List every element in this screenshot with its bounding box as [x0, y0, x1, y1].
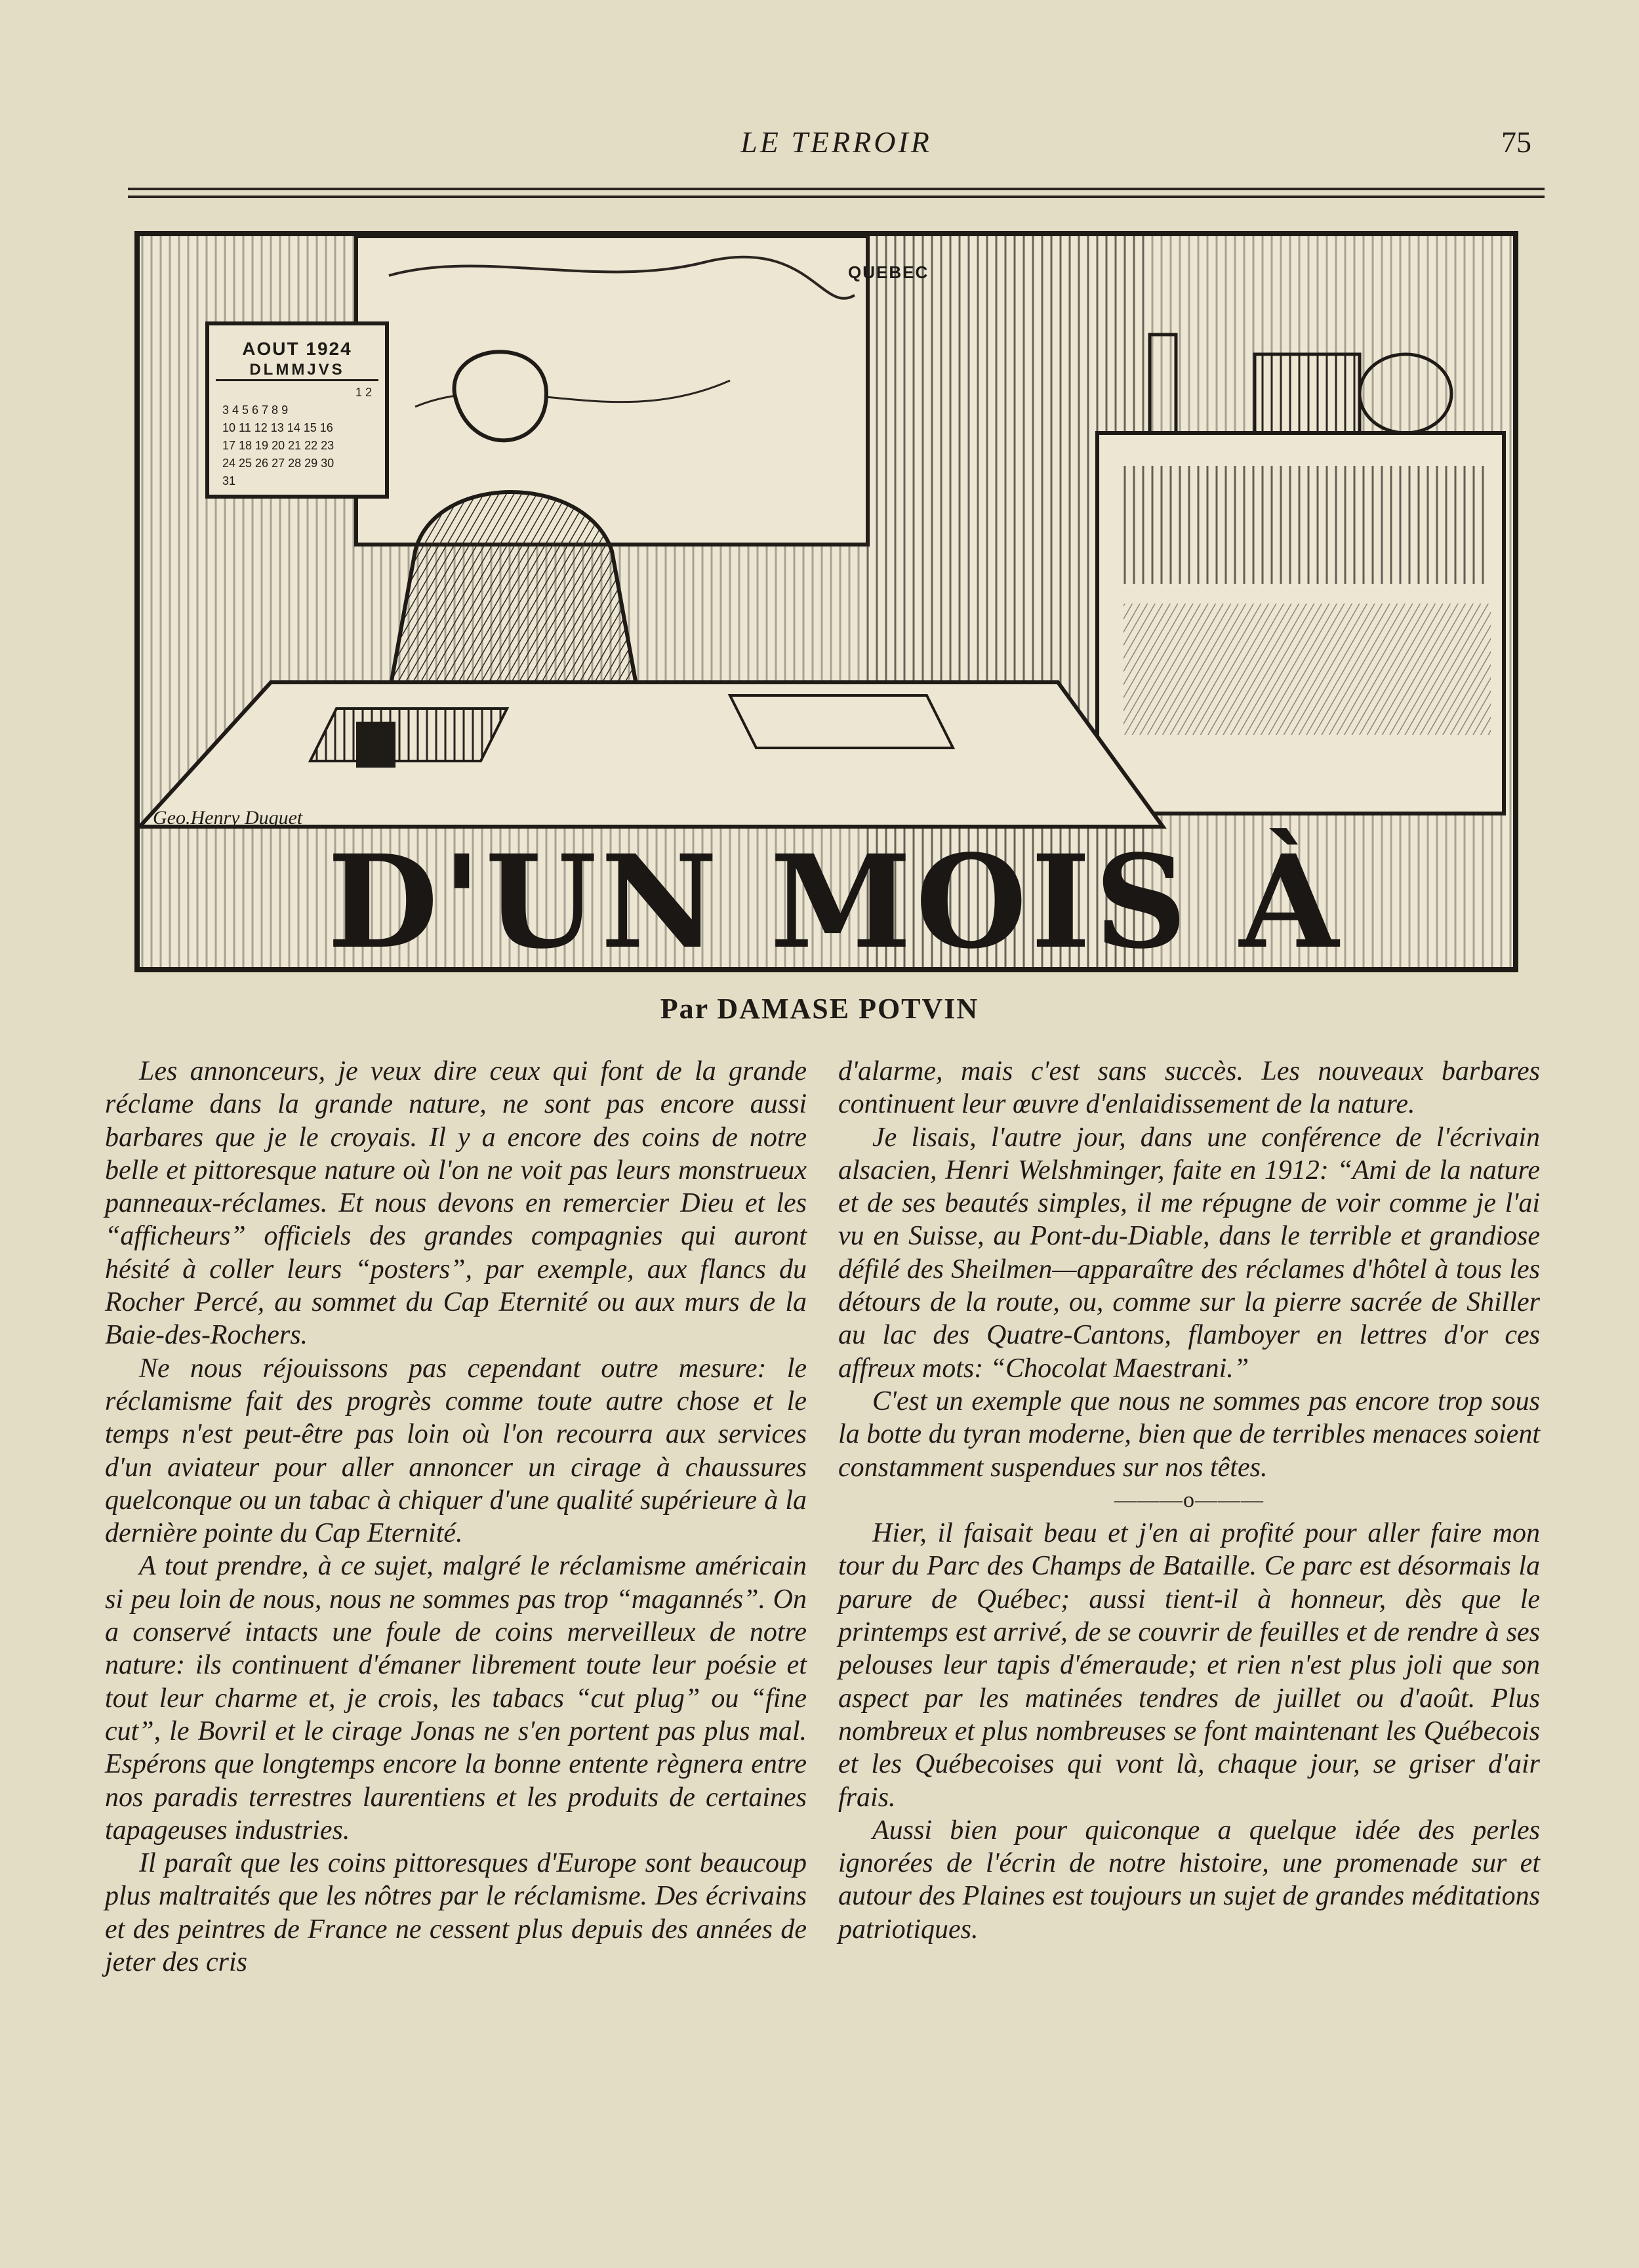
calendar-dates: [209, 384, 385, 490]
paragraph: Il paraît que les coins pittoresques d'Europe sont beaucoup plus maltraités que les nôtres par le réclamisme. Des écrivains et des peintres de France ne cessent plus depuis des années de jeter des cris: [105, 1848, 807, 1978]
paragraph: A tout prendre, à ce sujet, malgré le réclamisme américain si peu loin de nous, nous ne sommes pas trop “magannés”. On a conservé intacts une foule de coins merveilleux de notre nature: ils continuent d'émaner librement toute leur poésie et tout leur charme et, je crois, les tabacs “cut plug” ou “fine cut”, le Bovril et le cirage Jonas ne s'en portent pas plus mal. Espérons que longtemps encore la bonne entente règnera entre nos paradis terrestres laurentiens et les produits de certaines tapageuses industries.: [105, 1551, 807, 1845]
paragraph: C'est un exemple que nous ne sommes pas encore trop sous la botte du tyran moderne, bien que de terribles menaces soient constamment suspendues sur nos têtes.: [838, 1386, 1540, 1483]
map-label: QUEBEC: [848, 262, 929, 282]
page-header: [128, 125, 1545, 177]
calendar-weekdays: DLMMJVS: [216, 361, 378, 381]
left-column: [105, 1055, 807, 1979]
paragraph: Je lisais, l'autre jour, dans une conférence de l'écrivain alsacien, Henri Welshminger, faite en 1912: “Ami de la nature et de ses beautés simples, il me répugne de voir comme je l'ai vu en Suisse, au Pont-du-Diable, dans le terrible et grandiose défilé des Sheilmen—apparaître des réclames d'hôtel à tous les détours de la route, ou, comme sur la pierre sacrée de Shiller au lac des Quatre-Cantons, flamboyer en lettres d'or ces affreux mots: “Chocolat Maestrani.”: [838, 1122, 1540, 1384]
wall-calendar: [205, 321, 389, 499]
calendar-row: 31: [222, 474, 236, 487]
calendar-month: AOUT 1924: [242, 339, 352, 359]
running-title: LE TERROIR: [740, 125, 932, 159]
paragraph: Les annonceurs, je veux dire ceux qui font de la grande réclame dans la grande nature, ne sont pas encore aussi barbares que je le croyais. Il y a encore des coins de notre belle et pittoresque nature où l'on ne voit pas leurs monstrueux panneaux-réclames. Et nous devons en remercier Dieu et les “afficheurs” officiels des grandes compagnies qui auront hésité à coller leurs “posters”, par exemple, aux flancs du Rocher Percé, au sommet du Cap Eternité ou aux murs de la Baie-des-Rochers.: [105, 1056, 807, 1351]
artist-signature: Geo.Henry Duquet: [153, 807, 303, 829]
paragraph: Hier, il faisait beau et j'en ai profité pour aller faire mon tour du Parc des Champs de Bataille. Ce parc est désormais la parure de Québec; aussi tient-il à honneur, dès que le printemps est arrivé, de se couvrir de feuilles et de rendre à ses pelouses leur tapis d'émeraude; et rien n'est plus joli que son aspect par les matinées tendres de juillet ou d'août. Plus nombreux et plus nombreuses se font maintenant les Québecois et les Québecoises qui vont là, chaque jour, se griser d'air frais.: [838, 1518, 1540, 1813]
article-title: D'UN MOIS À: [327, 827, 1343, 972]
calendar-row: 24 25 26 27 28 29 30: [222, 457, 334, 470]
section-separator: ———o———: [1114, 1487, 1264, 1512]
paragraph: d'alarme, mais c'est sans succès. Les nouveaux barbares continuent leur œuvre d'enlaidissement de la nature.: [838, 1056, 1540, 1120]
calendar-row: 1 2: [355, 386, 372, 399]
calendar-row: 10 11 12 13 14 15 16: [222, 421, 333, 434]
paragraph: Aussi bien pour quiconque a quelque idée des perles ignorées de l'écrin de notre histoire, une promenade sur et autour des Plaines est toujours un sujet de grandes méditations patriotiques.: [838, 1815, 1540, 1945]
header-rule-bottom: [128, 196, 1545, 198]
calendar-row: 17 18 19 20 21 22 23: [222, 439, 334, 452]
right-column: [838, 1055, 1540, 1946]
paragraph: Ne nous réjouissons pas cependant outre mesure: le réclamisme fait des progrès comme toute autre chose et le temps n'est peut-être pas loin où l'on recourra aux services d'un aviateur pour aller annoncer un cirage à chaussures quelconque ou un tabac à chiquer d'une qualité supérieure à la dernière pointe du Cap Eternité.: [105, 1353, 807, 1549]
header-rule-top: [128, 188, 1545, 190]
byline: Par DAMASE POTVIN: [660, 993, 979, 1025]
page-number: 75: [1501, 125, 1531, 159]
calendar-row: 3 4 5 6 7 8 9: [222, 403, 289, 417]
header-illustration: [134, 231, 1518, 972]
